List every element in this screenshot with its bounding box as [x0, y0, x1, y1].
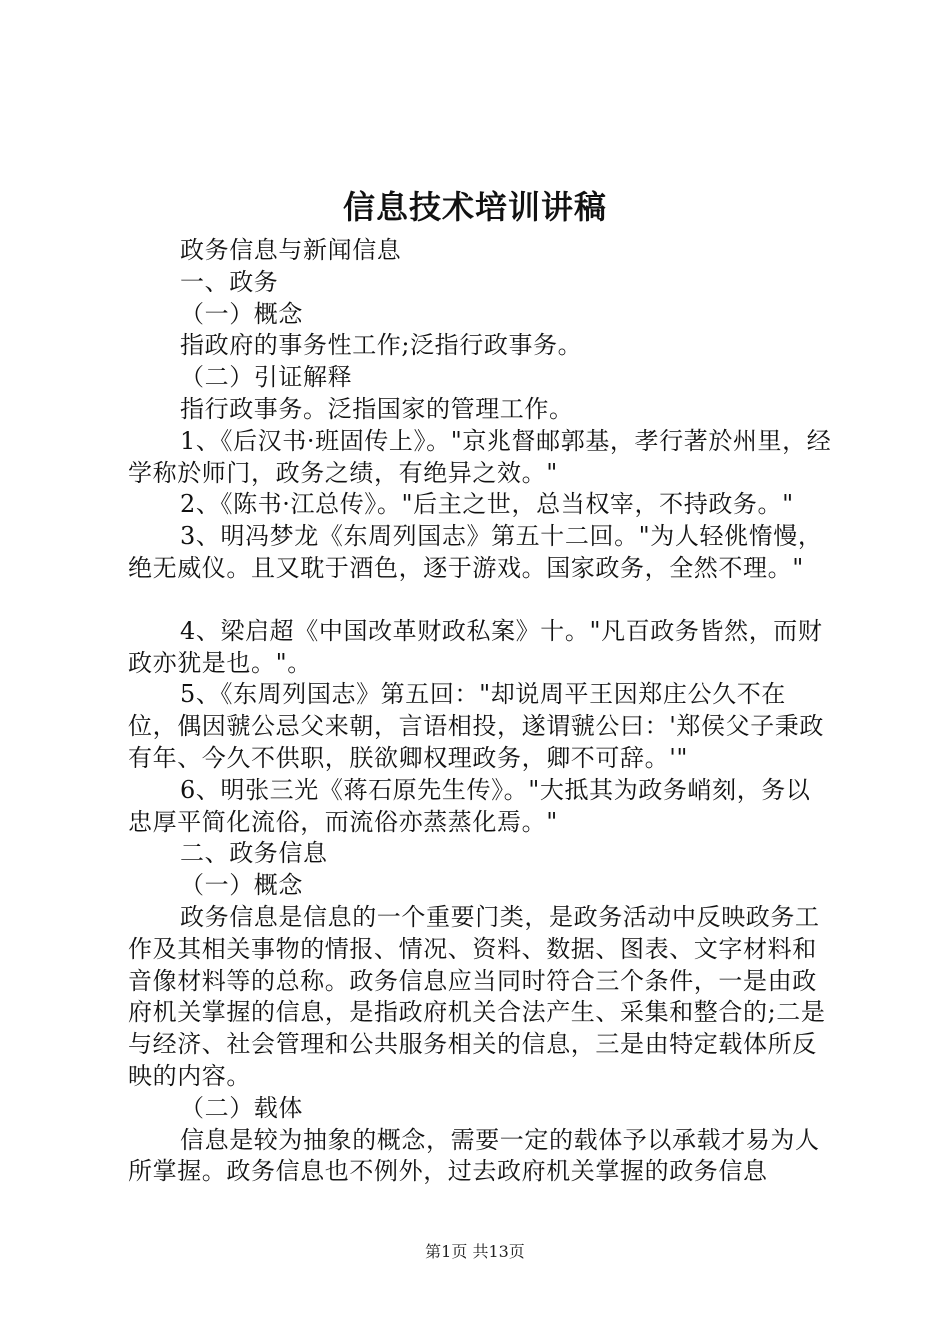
- paragraph: 指政府的事务性工作;泛指行政事务。: [180, 331, 583, 360]
- subsection-heading: （二）引证解释: [180, 363, 353, 392]
- citation-item: 5、《东周列国志》第五回："却说周平王因郑庄公久不在位，偶因虢公忌父来朝，言语相投，遂谓虢公曰：'郑侯父子秉政有年、今久不供职，朕欲卿权理政务，卿不可辞。'": [128, 680, 824, 772]
- document-title: 信息技术培训讲稿: [342, 188, 607, 226]
- paragraph: 政务信息是信息的一个重要门类，是政务活动中反映政务工作及其相关事物的情报、情况、资料、数据、图表、文字材料和音像材料等的总称。政务信息应当同时符合三个条件，一是由政府机关掌握的信息，是指政府机关合法产生、采集和整合的;二是与经济、社会管理和公共服务相关的信息，三是由特定载体所反映的内容。: [128, 902, 826, 1090]
- section-heading: 一、政务: [180, 267, 279, 296]
- citation-item: 3、明冯梦龙《东周列国志》第五十二回。"为人轻佻惰慢，绝无威仪。且又耽于酒色，逐于游戏。国家政务，全然不理。": [128, 522, 823, 582]
- subsection-heading: （一）概念: [180, 299, 303, 328]
- paragraph: 政务信息与新闻信息: [180, 236, 402, 264]
- paragraph: 指行政事务。泛指国家的管理工作。: [180, 394, 574, 423]
- section-heading: 二、政务信息: [180, 839, 328, 868]
- paragraph: 信息是较为抽象的概念，需要一定的载体予以承载才易为人所掌握。政务信息也不例外，过去政府机关掌握的政务信息: [128, 1125, 820, 1186]
- citation-item: 6、明张三光《蒋石原先生传》。"大抵其为政务峭刻，务以忠厚平简化流俗，而流俗亦蒸蒸化焉。": [128, 775, 811, 836]
- page-footer: 第1页 共13页: [425, 1242, 525, 1261]
- subsection-heading: （二）载体: [180, 1093, 303, 1122]
- subsection-heading: （一）概念: [180, 871, 303, 900]
- document-body: [128, 235, 833, 1188]
- citation-item: 1、《后汉书·班固传上》。"京兆督邮郭基，孝行著於州里，经学称於师门，政务之绩，有绝异之效。": [128, 426, 832, 487]
- citation-item: 2、《陈书·江总传》。"后主之世，总当权宰，不持政务。": [180, 490, 794, 519]
- citation-item: 4、梁启超《中国改革财政私案》十。"凡百政务皆然，而财政亦犹是也。"。: [128, 616, 823, 677]
